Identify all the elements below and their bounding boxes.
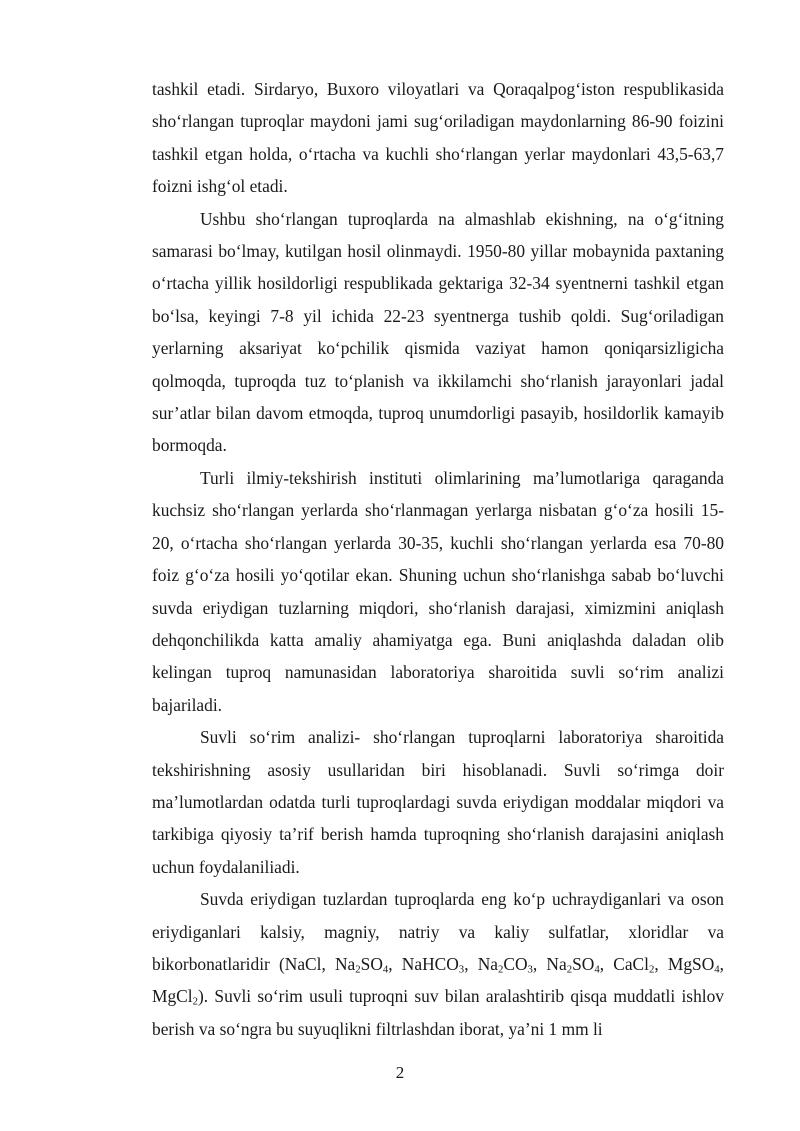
chemical-formula-list: NaCl, $Na_2SO_4$, NaHCO$_3$, $Na_2CO_3$, $Na_2SO_4$, CaCl$_2$, MgSO$_4$, MgCl$_2$ [152,953,724,1008]
paragraph-5 [152,883,724,1045]
chemical-formula: CaCl$_2$ [613,953,655,976]
page-number: 2 [395,1063,405,1082]
formula-subscript: 2 [566,963,573,976]
paragraph-5-intro: Suvda eriydigan tuzlardan tuproqlarda eng ko‘p uchraydiganlari va oson eriydiganlari kalsiy, magniy, natriy va kaliy sulfatlar, xloridlar va bikorbonatlaridir ( [152,889,724,974]
paragraph-2: Ushbu sho‘rlangan tuproqlarda na almashlab ekishning, na o‘g‘itning samarasi bo‘lmay, kutilgan hosil olinmaydi. 1950-80 yillar mobaynida paxtaning o‘rtacha yillik hosildorligi respublikada gektariga 32-34 syentnerni tashkil etgan bo‘lsa, keyingi 7-8 yil ichida 22-23 syentnerga tushib qoldi. Sug‘oriladigan yerlarning aksariyat ko‘pchilik qismida vaziyat hamon qoniqarsizligicha qolmoqda, tuproqda tuz to‘planish va ikkilamchi sho‘rlanish jarayonlari jadal sur’atlar bilan davom etmoqda, tuproq unumdorligi pasayib, hosildorlik kamayib bormoqda. [152,208,724,456]
chemical-formula: $Na_2SO_4$ [546,953,600,976]
formula-subscript: 4 [714,963,720,976]
formula-subscript: 2 [497,963,504,976]
paragraph-4: Suvli so‘rim analizi- sho‘rlangan tuproqlarni laboratoriya sharoitida tekshirishning asosiy usullaridan biri hisoblanadi. Suvli so‘rimga doir ma’lumotlardan odatda turli tuproqlardagi suvda eriydigan moddalar miqdori va tarkibiga qiyosiy ta’rif berish hamda tuproqning sho‘rlanish darajasini aniqlash uchun foydalaniliadi. [152,727,724,877]
formula-subscript: 3 [527,963,533,976]
chemical-formula: MgCl$_2$ [152,986,198,1008]
paragraph-5-continuation: ). Suvli so‘rim usuli tuproqni suv bilan aralashtirib qisqa muddatli ishlov berish va so‘ngra bu suyuqlikni filtrlashdan iborat, ya’ni 1 mm li [152,986,724,1039]
paragraph-1: tashkil etadi. Sirdaryo, Buxoro viloyatlari va Qoraqalpog‘iston respublikasida sho‘rlangan tuproqlar maydoni jami sug‘oriladigan maydonlarning 86-90 foizini tashkil etgan holda, o‘rtacha va kuchli sho‘rlangan yerlar maydonlari 43,5-63,7 foizni ishg‘ol etadi. [152,79,724,197]
formula-subscript: 3 [458,963,465,976]
formula-subscript: 2 [648,963,655,976]
chemical-formula: $Na_2SO_4$ [335,953,389,976]
formula-subscript: 2 [355,963,361,976]
document-body [152,73,724,1045]
chemical-formula: NaCl [284,953,322,974]
paragraph-3: Turli ilmiy-tekshirish instituti olimlarining ma’lumotlariga qaraganda kuchsiz sho‘rlangan yerlarda sho‘rlanmagan yerlarga nisbatan g‘o‘za hosili 15-20, o‘rtacha sho‘rlangan yerlarda 30-35, kuchli sho‘rlangan yerlarda esa 70-80 foiz g‘o‘za hosili yo‘qotilar ekan. Shuning uchun sho‘rlanishga sabab bo‘luvchi suvda eriydigan tuzlarning miqdori, sho‘rlanish darajasi, ximizmini aniqlash dehqonchilikda katta amaliy ahamiyatga ega. Buni aniqlashda daladan olib kelingan tuproq namunasidan laboratoriya sharoitida suvli so‘rim analizi bajariladi. [152,467,724,715]
chemical-formula: MgSO$_4$ [667,953,720,976]
formula-subscript: 4 [382,963,389,976]
chemical-formula: $Na_2CO_3$ [477,953,533,976]
chemical-formula: NaHCO$_3$ [401,953,465,976]
formula-subscript: 2 [192,995,198,1008]
formula-subscript: 4 [594,963,600,976]
